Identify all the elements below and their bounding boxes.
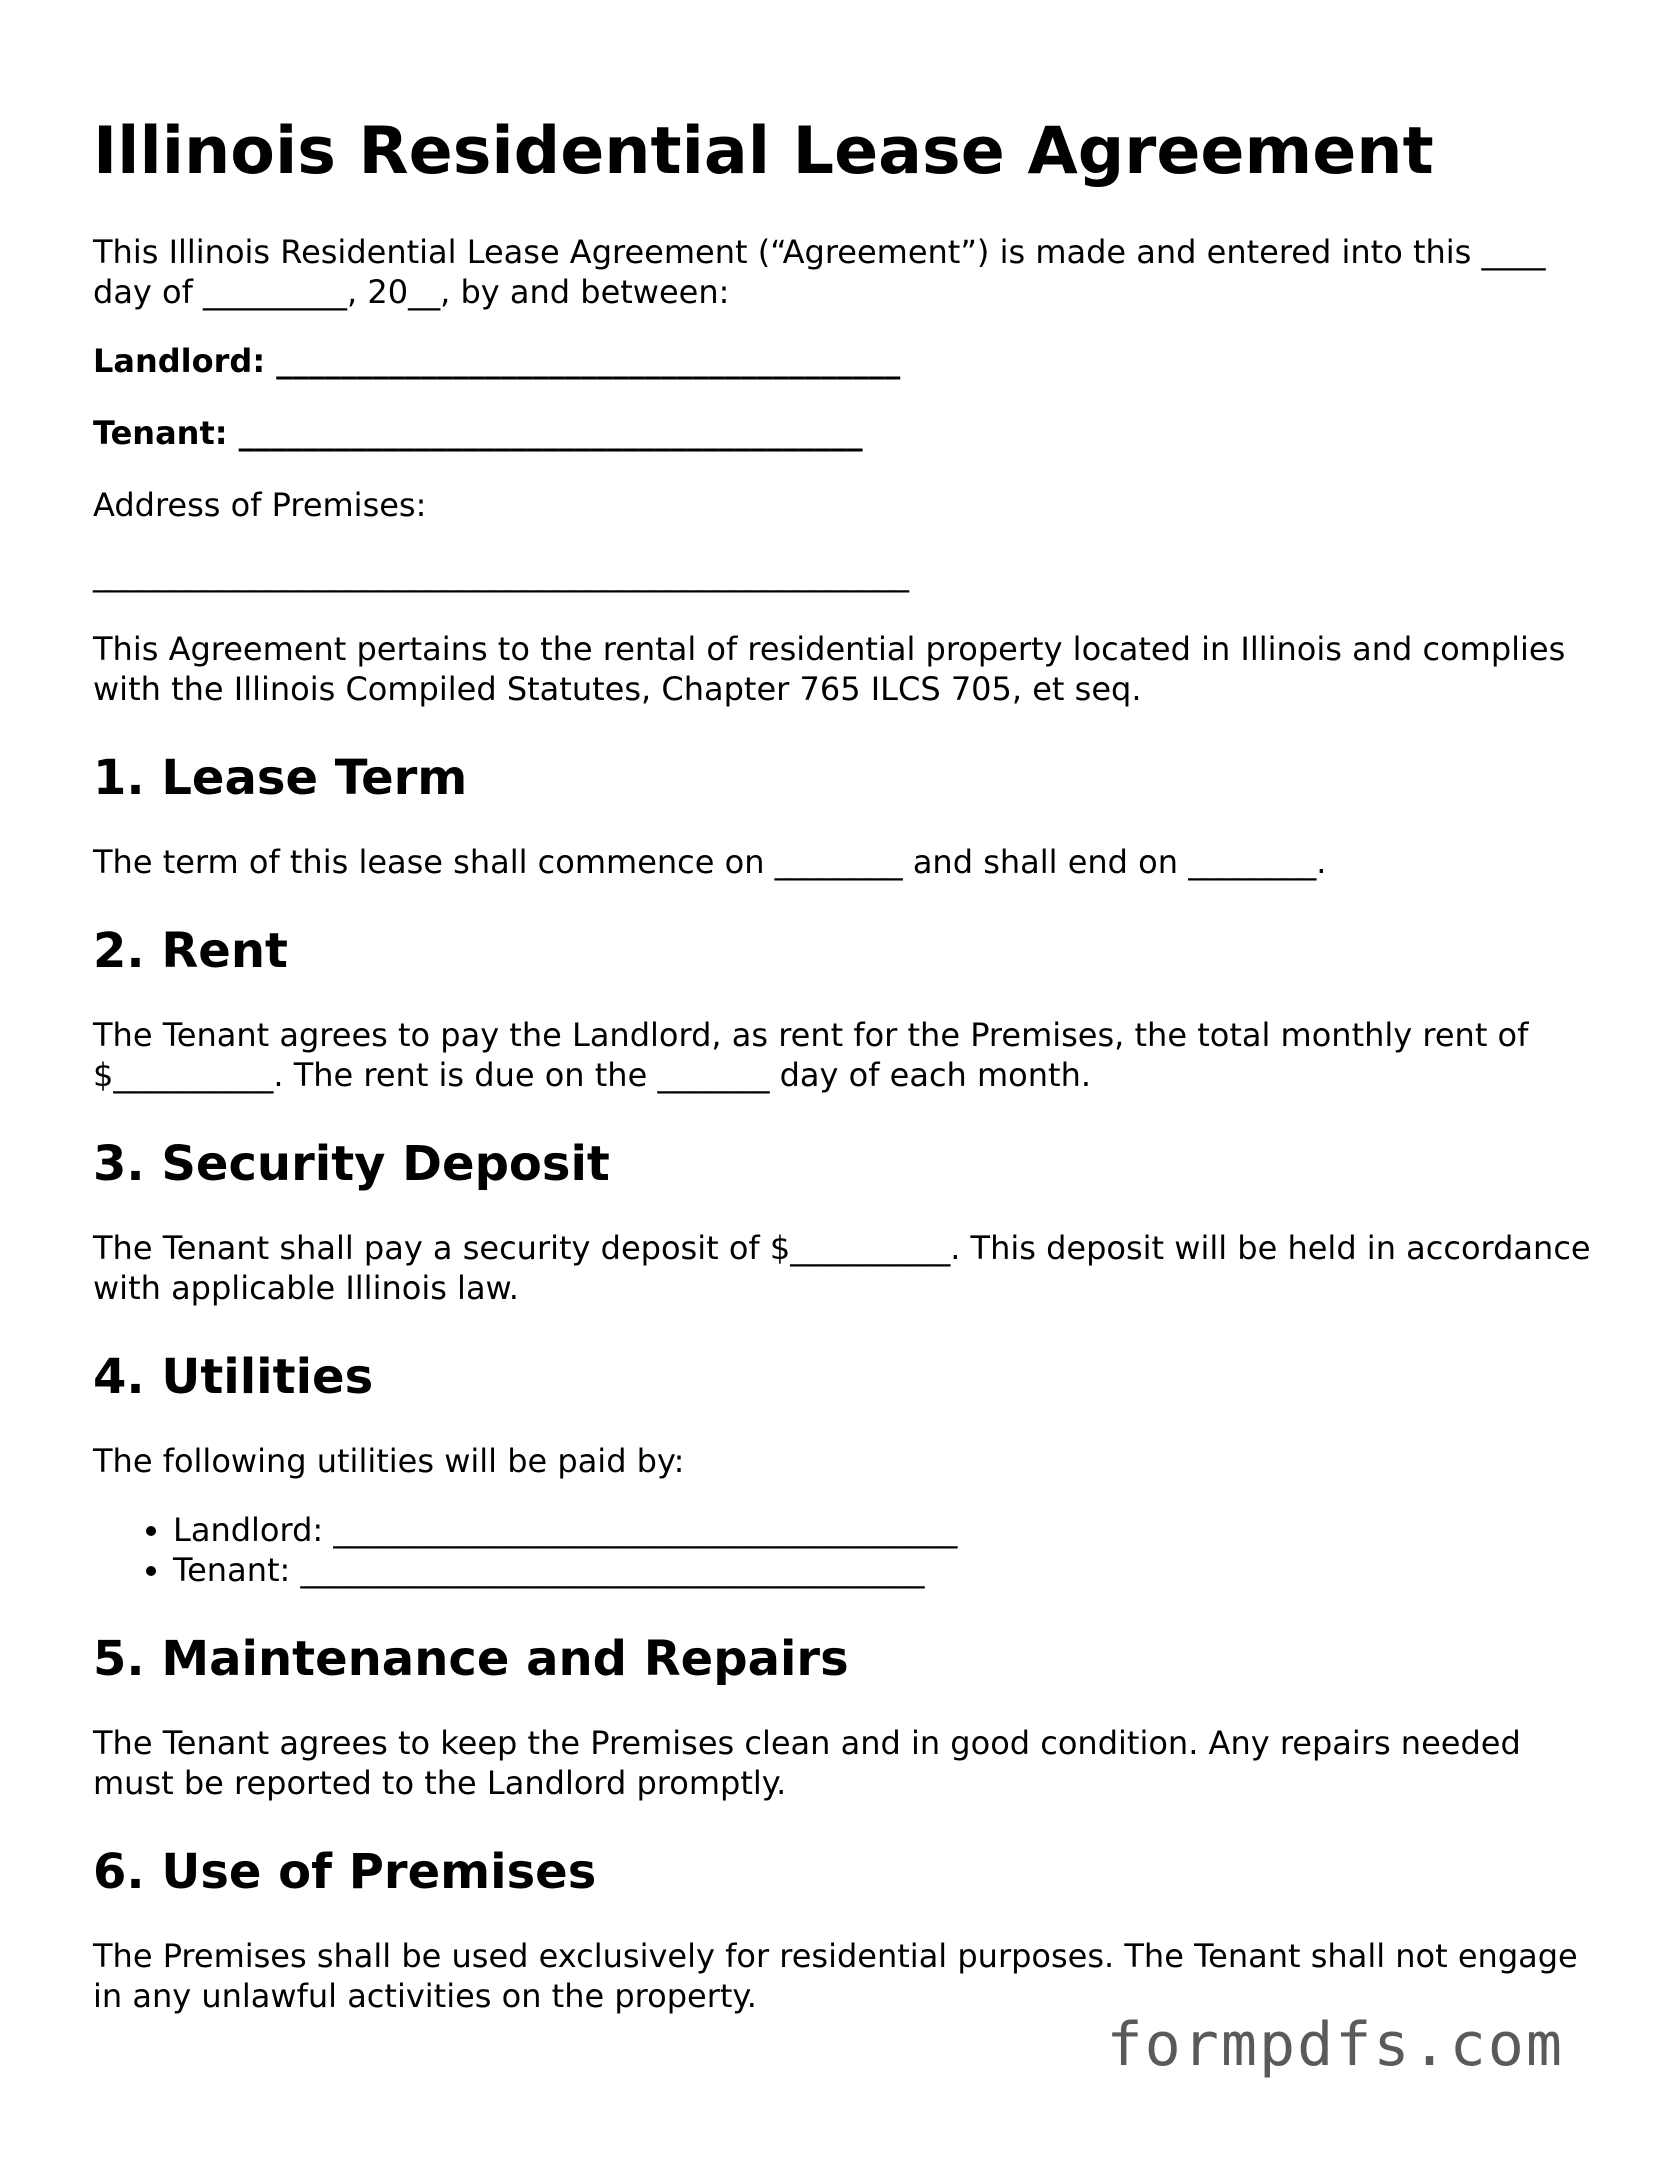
section-rent [93, 922, 1593, 1095]
section-body: The term of this lease shall commence on ________ and shall end on ________. [93, 843, 1327, 881]
watermark-text: formpdfs.com [1106, 2010, 1564, 2080]
statute-paragraph: This Agreement pertains to the rental of residential property located in Illinois and complies with the Illinois Compiled Statutes, Chapter 765 ILCS 705, et seq. [93, 630, 1566, 708]
section-body: The Tenant agrees to pay the Landlord, as rent for the Premises, the total monthly rent of $__________. The rent is due on the _______ day of each month. [93, 1016, 1529, 1094]
section-heading: 3. Security Deposit [93, 1136, 610, 1192]
section-heading: 4. Utilities [93, 1349, 374, 1405]
document-title: Illinois Residential Lease Agreement [93, 114, 1434, 189]
section-body: The Premises shall be used exclusively for residential purposes. The Tenant shall not engage in any unlawful activities on the property. [93, 1937, 1578, 2015]
section-lease-term [93, 749, 1593, 882]
section-maintenance-repairs [93, 1630, 1593, 1803]
section-heading: 5. Maintenance and Repairs [93, 1631, 849, 1687]
section-body: The following utilities will be paid by: [93, 1442, 685, 1480]
address-blank-line: ___________________________________________________ [93, 555, 909, 593]
section-body: The Tenant shall pay a security deposit of $__________. This deposit will be held in accordance with applicable Illinois law. [93, 1229, 1591, 1307]
lease-document [93, 112, 1593, 2016]
tenant-line: Tenant: _______________________________________ [93, 414, 863, 452]
section-body: The Tenant agrees to keep the Premises clean and in good condition. Any repairs needed must be reported to the Landlord promptly. [93, 1724, 1521, 1802]
list-item: • Tenant: _______________________________________ [173, 1550, 1593, 1590]
section-heading: 2. Rent [93, 923, 288, 979]
section-heading: 6. Use of Premises [93, 1844, 597, 1900]
address-label: Address of Premises: [93, 486, 427, 524]
section-utilities [93, 1348, 1593, 1590]
utilities-list [93, 1510, 1593, 1590]
section-use-of-premises [93, 1843, 1593, 2016]
intro-paragraph: This Illinois Residential Lease Agreement (“Agreement”) is made and entered into this ____ day of _________, 20__, by and between: [93, 233, 1546, 311]
list-item: • Landlord: _______________________________________ [173, 1510, 1593, 1550]
landlord-line: Landlord: _______________________________________ [93, 342, 901, 380]
section-heading: 1. Lease Term [93, 750, 468, 806]
section-security-deposit [93, 1135, 1593, 1308]
